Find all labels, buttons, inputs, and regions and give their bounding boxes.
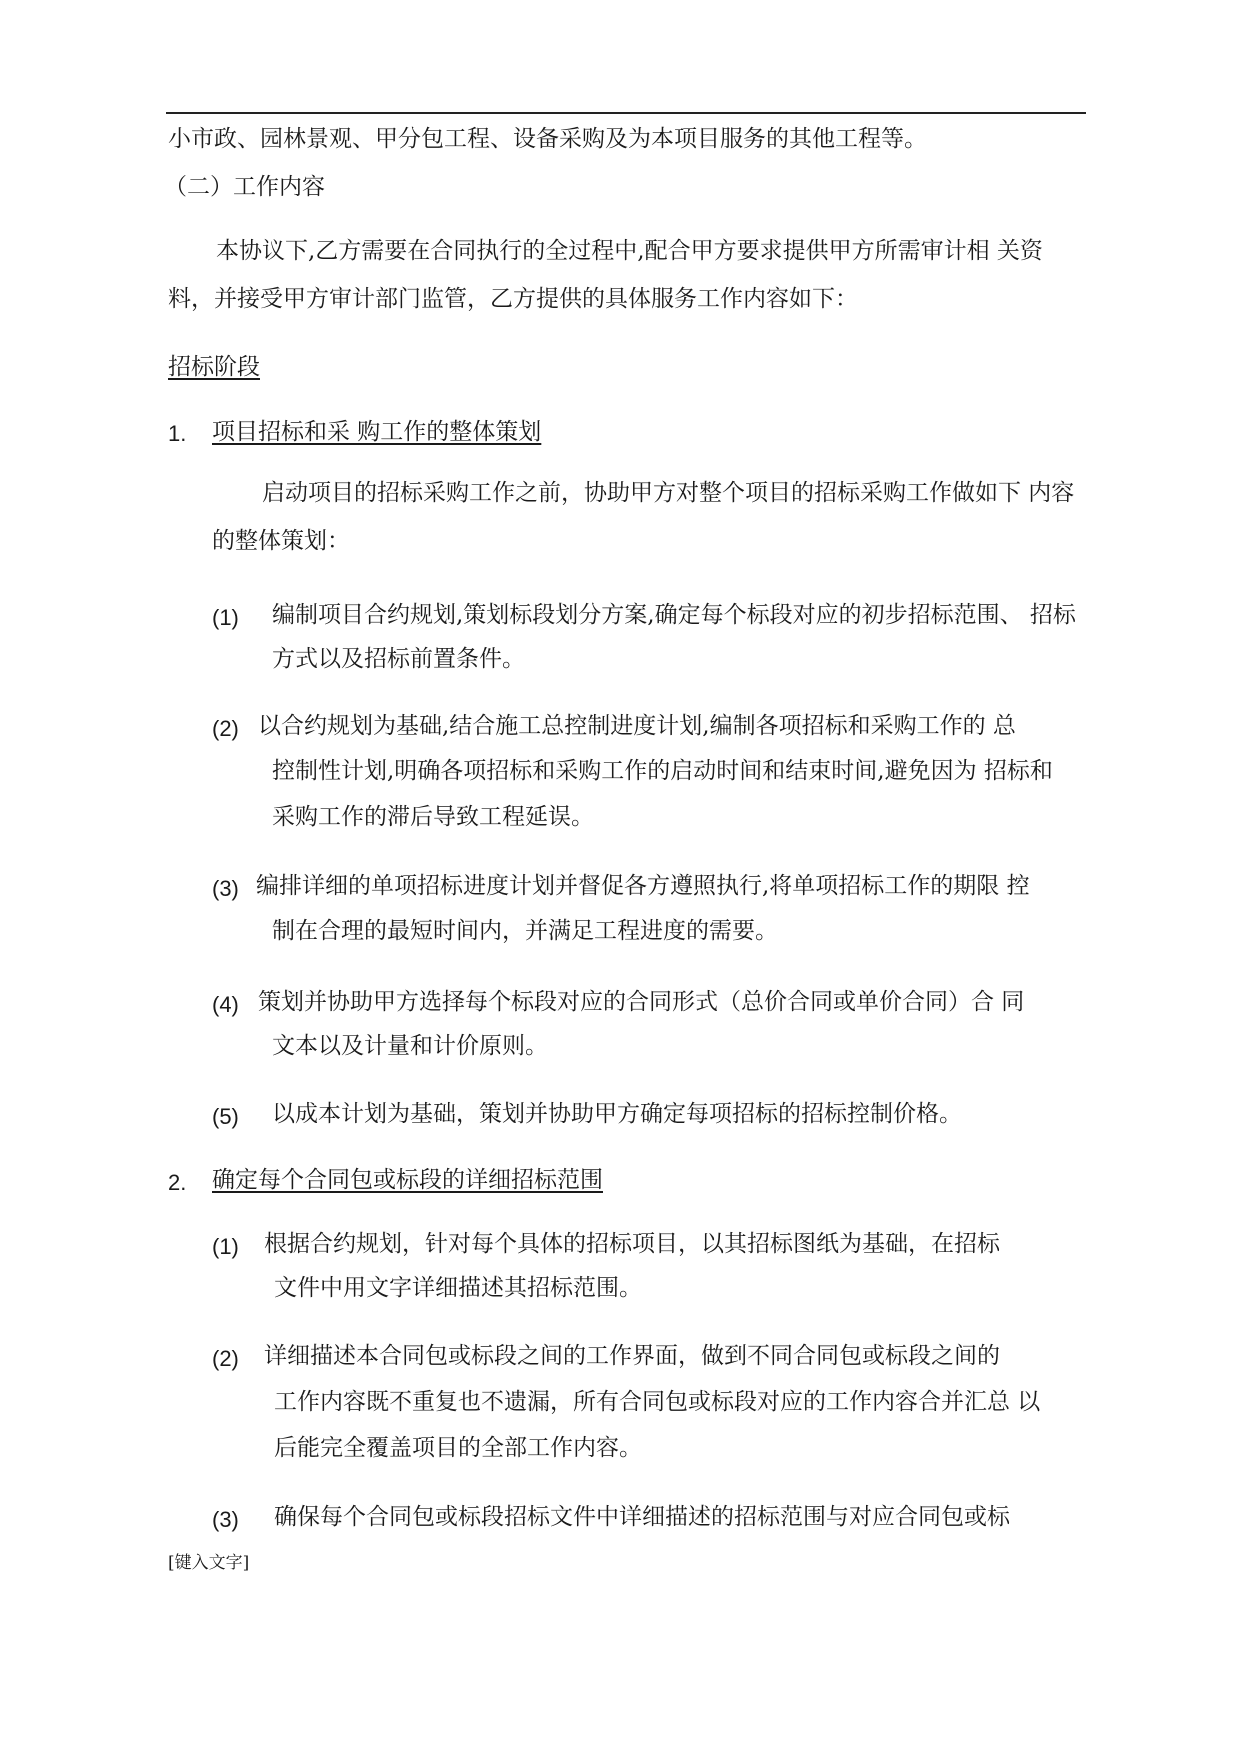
page-footer: [键入文字] — [168, 1553, 250, 1573]
item-desc-line: 的整体策划： — [212, 528, 350, 554]
sub-line: 文本以及计量和计价原则。 — [272, 1033, 548, 1059]
sub-line: 确保每个合同包或标段招标文件中详细描述的招标范围与对应合同包或标 — [274, 1504, 1010, 1530]
sub-line: 文件中用文字详细描述其招标范围。 — [274, 1275, 642, 1301]
sub-line: 编排详细的单项招标进度计划并督促各方遵照执行,将单项招标工作的期限 控 — [256, 873, 1030, 899]
sub-line: 以成本计划为基础，策划并协助甲方确定每项招标的招标控制价格。 — [272, 1101, 962, 1127]
sub-line: 根据合约规划，针对每个具体的招标项目，以其招标图纸为基础，在招标 — [264, 1231, 1000, 1257]
item-number: 2. — [168, 1170, 187, 1195]
sub-line: 控制性计划,明确各项招标和采购工作的启动时间和结束时间,避免因为 招标和 — [272, 758, 1053, 784]
sub-number: (2) — [212, 716, 239, 741]
sub-number: (4) — [212, 992, 239, 1017]
sub-line: 详细描述本合同包或标段之间的工作界面，做到不同合同包或标段之间的 — [264, 1343, 1000, 1369]
intro-line: 本协议下,乙方需要在合同执行的全过程中,配合甲方要求提供甲方所需审计相 关资 — [216, 238, 1043, 264]
sub-number: (3) — [212, 1507, 239, 1532]
sub-line: 编制项目合约规划,策划标段划分方案,确定每个标段对应的初步招标范围、 招标 — [272, 602, 1076, 628]
sub-number: (5) — [212, 1104, 239, 1129]
sub-line: 制在合理的最短时间内，并满足工程进度的需要。 — [272, 918, 778, 944]
sub-number: (1) — [212, 1234, 239, 1259]
header-rule — [166, 112, 1086, 114]
sub-line: 采购工作的滞后导致工程延误。 — [272, 804, 594, 830]
sub-number: (3) — [212, 876, 239, 901]
item-title: 确定每个合同包或标段的详细招标范围 — [212, 1167, 603, 1193]
section-title: 招标阶段 — [168, 354, 260, 380]
item-number: 1. — [168, 421, 187, 446]
sub-number: (1) — [212, 605, 239, 630]
subheading: （二）工作内容 — [164, 174, 325, 200]
item-title: 项目招标和采 购工作的整体策划 — [212, 419, 542, 445]
sub-line: 工作内容既不重复也不遗漏，所有合同包或标段对应的工作内容合并汇总 以 — [274, 1389, 1041, 1415]
sub-line: 策划并协助甲方选择每个标段对应的合同形式（总价合同或单价合同）合 同 — [258, 989, 1025, 1015]
sub-line: 后能完全覆盖项目的全部工作内容。 — [274, 1435, 642, 1461]
text-line: 小市政、园林景观、甲分包工程、设备采购及为本项目服务的其他工程等。 — [168, 126, 927, 152]
sub-line: 以合约规划为基础,结合施工总控制进度计划,编制各项招标和采购工作的 总 — [258, 713, 1016, 739]
sub-number: (2) — [212, 1346, 239, 1371]
intro-line: 料，并接受甲方审计部门监管，乙方提供的具体服务工作内容如下： — [168, 286, 858, 312]
sub-line: 方式以及招标前置条件。 — [272, 646, 525, 672]
item-desc-line: 启动项目的招标采购工作之前，协助甲方对整个项目的招标采购工作做如下 内容 — [262, 480, 1075, 506]
